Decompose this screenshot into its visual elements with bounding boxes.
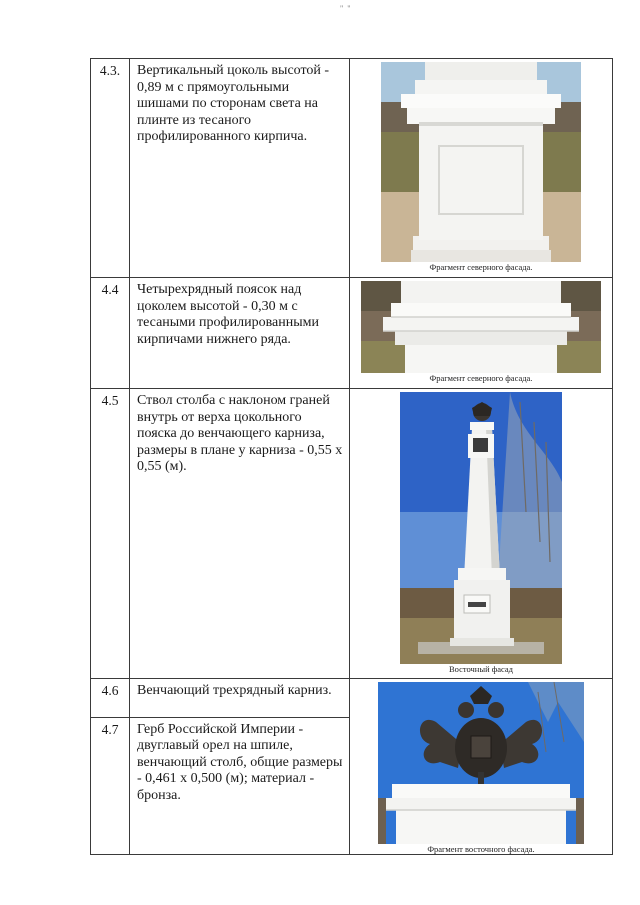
- row-description: Венчающий трехрядный карниз.: [130, 679, 350, 718]
- row-number: 4.3.: [91, 59, 130, 278]
- coat-of-arms-photo: [378, 682, 584, 844]
- table-row: [91, 278, 613, 389]
- table-row: [91, 389, 613, 679]
- photo-caption: Фрагмент восточного фасада.: [427, 844, 535, 854]
- row-number: 4.6: [91, 679, 130, 718]
- row-description: Ствол столба с наклоном граней внутрь от верха цокольного пояска до венчающего карниза, размеры в плане у карниза - 0,55 х 0,55 (м).: [130, 389, 350, 679]
- row-number: 4.4: [91, 278, 130, 389]
- row-description: Четырехрядный поясок над цоколем высотой - 0,30 м с тесаными профилированными кирпичами нижнего ряда.: [130, 278, 350, 389]
- photo-caption: Фрагмент северного фасада.: [429, 262, 533, 272]
- table-row: [91, 59, 613, 278]
- row-description: Вертикальный цоколь высотой - 0,89 м с прямоугольными шишами по сторонам света на плинте из тесаного профилированного кирпича.: [130, 59, 350, 278]
- spec-table: [90, 58, 613, 855]
- row-description: Герб Российской Империи - двуглавый орел на шпиле, венчающий столб, общие размеры - 0,461 х 0,500 (м); материал - бронза.: [130, 717, 350, 854]
- plinth-north-photo: [381, 62, 581, 262]
- photo-cell: [350, 278, 613, 389]
- table-row: [91, 679, 613, 718]
- photo-cell: [350, 59, 613, 278]
- row-number: 4.7: [91, 717, 130, 854]
- belt-north-photo: [361, 281, 601, 373]
- photo-cell: [350, 679, 613, 855]
- photo-caption: Восточный фасад: [449, 664, 513, 674]
- east-facade-photo: [400, 392, 562, 664]
- photo-caption: Фрагмент северного фасада.: [429, 373, 533, 383]
- row-number: 4.5: [91, 389, 130, 679]
- page-mark: " ": [340, 4, 352, 13]
- photo-cell: [350, 389, 613, 679]
